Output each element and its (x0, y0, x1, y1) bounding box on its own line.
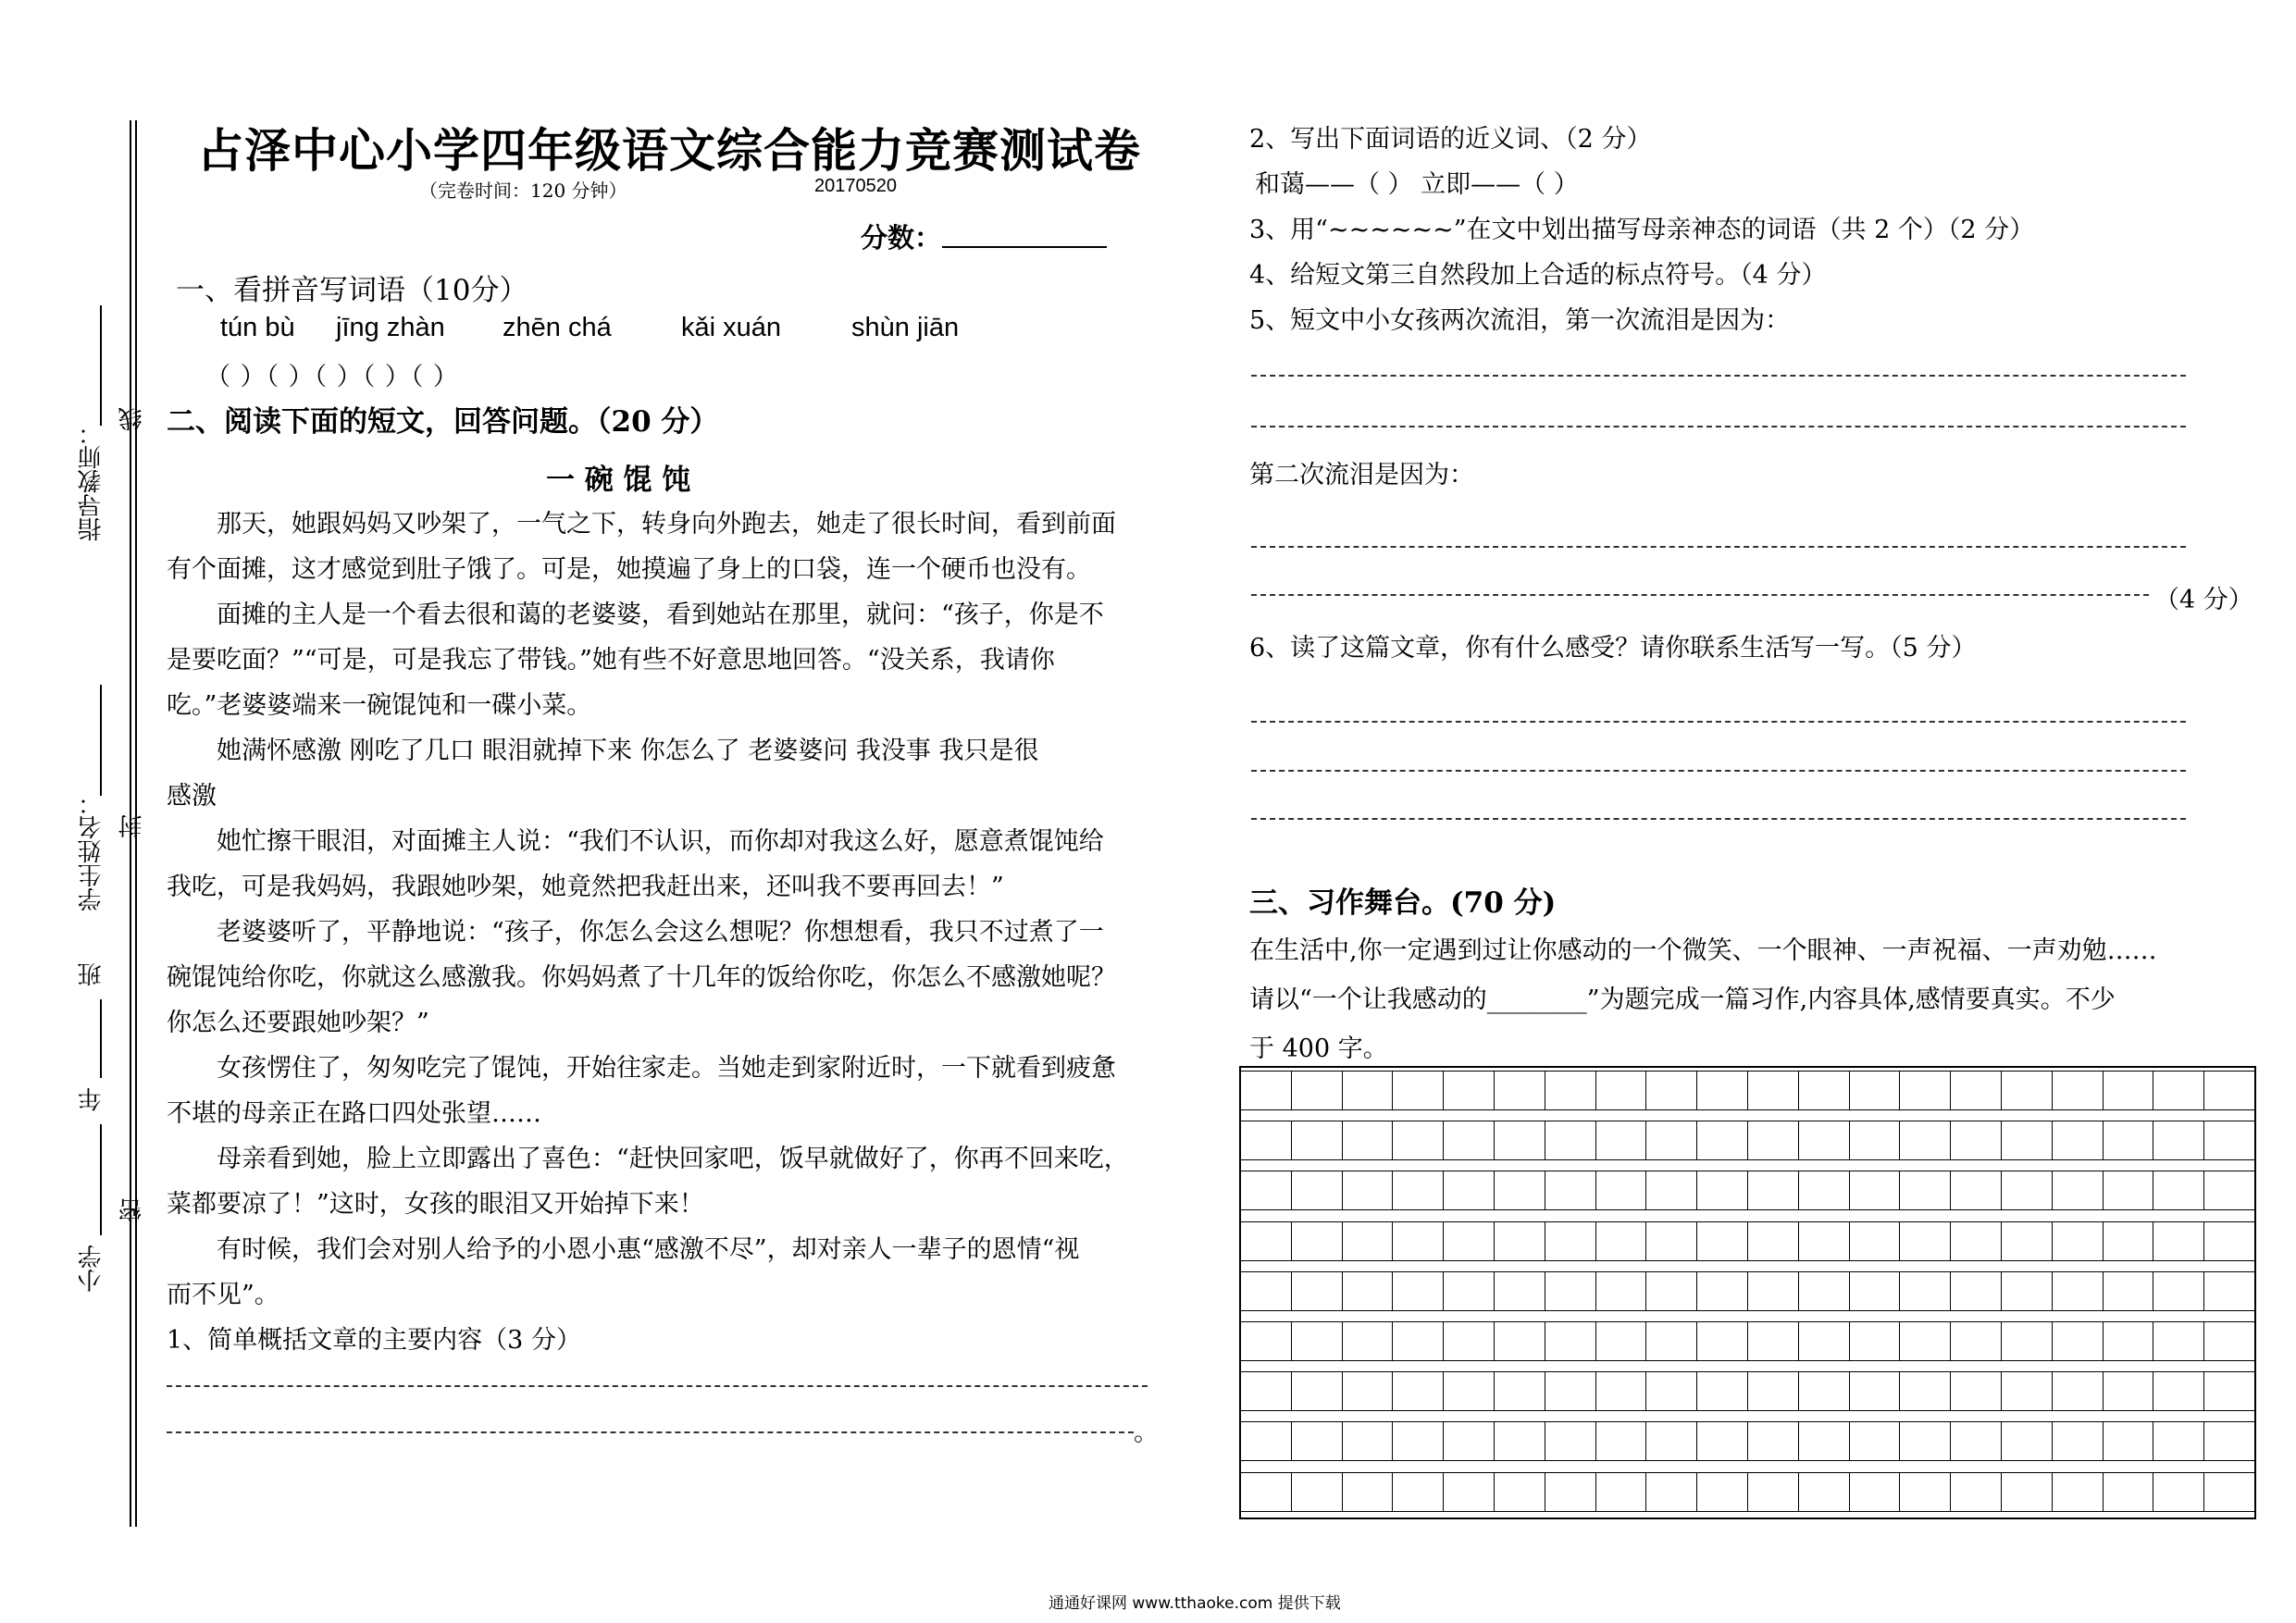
grid-cell[interactable] (2104, 1422, 2154, 1460)
grid-cell[interactable] (1799, 1372, 1850, 1410)
q5-answer-line-2[interactable] (1251, 426, 2186, 427)
grid-cell[interactable] (1444, 1473, 1495, 1511)
grid-cell[interactable] (1596, 1272, 1647, 1310)
grid-cell[interactable] (1799, 1322, 1850, 1360)
grid-row (1241, 1221, 2254, 1261)
grid-cell[interactable] (1343, 1372, 1394, 1410)
grid-cell[interactable] (2153, 1322, 2204, 1360)
story-text (167, 502, 1175, 1363)
grid-cell[interactable] (1951, 1473, 2002, 1511)
pinyin-5: shùn jiān (851, 313, 960, 342)
grid-cell[interactable] (1545, 1322, 1596, 1360)
grid-cell[interactable] (2153, 1372, 2204, 1410)
grid-cell[interactable] (1444, 1322, 1495, 1360)
grid-cell[interactable] (2002, 1322, 2053, 1360)
grid-cell[interactable] (1951, 1121, 2002, 1159)
grid-cell[interactable] (1292, 1322, 1343, 1360)
grid-cell[interactable] (1951, 1422, 2002, 1460)
grid-cell[interactable] (1292, 1121, 1343, 1159)
grid-cell[interactable] (1393, 1372, 1444, 1410)
story-line: 吃。”老婆婆端来一碗馄饨和一碟小菜。 (167, 691, 592, 720)
grid-cell[interactable] (1799, 1473, 1850, 1511)
mi-char: 密 (118, 1198, 146, 1222)
grid-cell[interactable] (1444, 1072, 1495, 1109)
grid-cell[interactable] (2002, 1372, 2053, 1410)
grid-cell[interactable] (1646, 1222, 1697, 1260)
grid-cell[interactable] (1951, 1171, 2002, 1209)
question-2: 2、写出下面词语的近义词、（2 分） (1249, 125, 1652, 154)
grid-row (1241, 1071, 2254, 1110)
grid-cell[interactable] (1646, 1272, 1697, 1310)
grid-cell[interactable] (1646, 1121, 1697, 1159)
q6-answer-line-1[interactable] (1251, 721, 2186, 723)
pinyin-3: zhēn chá (503, 313, 612, 342)
grid-cell[interactable] (2153, 1121, 2204, 1159)
teacher-underline (100, 305, 102, 426)
grid-row (1241, 1472, 2254, 1512)
q1-end-mark: 。 (1134, 1419, 1159, 1447)
grid-cell[interactable] (1292, 1222, 1343, 1260)
grid-cell[interactable] (1850, 1473, 1901, 1511)
grid-cell[interactable] (2204, 1473, 2254, 1511)
grid-row (1241, 1171, 2254, 1210)
grid-cell[interactable] (1900, 1322, 1951, 1360)
story-title: 一 碗 馄 饨 (546, 464, 691, 497)
grid-cell[interactable] (1951, 1072, 2002, 1109)
q5-answer-line-3[interactable] (1251, 546, 2186, 548)
grid-cell[interactable] (1241, 1222, 1292, 1260)
q5-answer-line-1[interactable] (1251, 375, 2186, 377)
section1-heading: 一、看拼音写词语（10分） (176, 274, 528, 307)
grid-cell[interactable] (1697, 1171, 1748, 1209)
class-underline (100, 999, 102, 1078)
grid-cell[interactable] (1545, 1422, 1596, 1460)
grid-cell[interactable] (1343, 1222, 1394, 1260)
grid-cell[interactable] (1596, 1422, 1647, 1460)
grid-cell[interactable] (1343, 1473, 1394, 1511)
grid-cell[interactable] (1748, 1171, 1799, 1209)
grid-cell[interactable] (2002, 1121, 2053, 1159)
grade-underline (100, 1124, 102, 1235)
grid-cell[interactable] (1241, 1372, 1292, 1410)
grid-cell[interactable] (2053, 1473, 2104, 1511)
grid-cell[interactable] (1393, 1222, 1444, 1260)
story-line: 她满怀感激 刚吃了几口 眼泪就掉下来 你怎么了 老婆婆问 我没事 我只是很 (167, 737, 1039, 765)
grid-cell[interactable] (1697, 1272, 1748, 1310)
section2-heading: 二、阅读下面的短文，回答问题。（20 分） (167, 405, 719, 439)
grid-cell[interactable] (2153, 1272, 2204, 1310)
section3-prompt-line-2: 请以“一个让我感动的________”为题完成一篇习作,内容具体,感情要真实。不少 (1249, 985, 2116, 1014)
grid-cell[interactable] (2053, 1171, 2104, 1209)
grid-cell[interactable] (1444, 1372, 1495, 1410)
grid-cell[interactable] (2104, 1272, 2154, 1310)
grid-cell[interactable] (2104, 1121, 2154, 1159)
grid-cell[interactable] (1393, 1322, 1444, 1360)
grid-cell[interactable] (1292, 1473, 1343, 1511)
grid-cell[interactable] (1495, 1072, 1545, 1109)
grid-cell[interactable] (1748, 1322, 1799, 1360)
pinyin-1: tún bù (220, 313, 295, 342)
grid-cell[interactable] (1646, 1422, 1697, 1460)
grid-cell[interactable] (1850, 1121, 1901, 1159)
grid-cell[interactable] (1748, 1422, 1799, 1460)
grid-cell[interactable] (2002, 1272, 2053, 1310)
grid-cell[interactable] (1748, 1072, 1799, 1109)
story-line: 你怎么还要跟她吵架？” (167, 1009, 429, 1037)
grid-cell[interactable] (1900, 1121, 1951, 1159)
grid-cell[interactable] (2204, 1272, 2254, 1310)
grid-row (1241, 1121, 2254, 1160)
grid-cell[interactable] (1596, 1171, 1647, 1209)
grid-cell[interactable] (2002, 1473, 2053, 1511)
student-name-label: 学生姓名： (78, 791, 105, 911)
grid-cell[interactable] (1900, 1171, 1951, 1209)
grid-cell[interactable] (1495, 1372, 1545, 1410)
grid-cell[interactable] (2002, 1171, 2053, 1209)
story-line: 面摊的主人是一个看去很和蔼的老婆婆，看到她站在那里，就问：“孩子，你是不 (167, 601, 1104, 629)
grid-cell[interactable] (1850, 1072, 1901, 1109)
grid-cell[interactable] (2153, 1422, 2204, 1460)
grid-cell[interactable] (1393, 1473, 1444, 1511)
grid-cell[interactable] (2053, 1072, 2104, 1109)
grid-cell[interactable] (2053, 1121, 2104, 1159)
grid-cell[interactable] (1596, 1072, 1647, 1109)
grid-cell[interactable] (1495, 1422, 1545, 1460)
grid-cell[interactable] (1697, 1473, 1748, 1511)
student-name-underline (100, 685, 102, 796)
grid-cell[interactable] (1495, 1473, 1545, 1511)
story-line: 母亲看到她，脸上立即露出了喜色：“赶快回家吧，饭早就做好了，你再不回来吃， (167, 1145, 1129, 1173)
question-6: 6、读了这篇文章，你有什么感受？请你联系生活写一写。（5 分） (1249, 634, 1977, 663)
grid-cell[interactable] (1951, 1372, 2002, 1410)
grid-cell[interactable] (1596, 1322, 1647, 1360)
grid-cell[interactable] (1951, 1222, 2002, 1260)
grid-cell[interactable] (1292, 1372, 1343, 1410)
grid-cell[interactable] (1799, 1072, 1850, 1109)
grid-cell[interactable] (1393, 1272, 1444, 1310)
story-line: 那天，她跟妈妈又吵架了，一气之下，转身向外跑去，她走了很长时间，看到前面 (167, 510, 1116, 539)
grid-cell[interactable] (2104, 1072, 2154, 1109)
grid-cell[interactable] (2204, 1222, 2254, 1260)
seal-char: 封 (118, 814, 146, 838)
grid-cell[interactable] (2053, 1272, 2104, 1310)
question-5-score: （4 分） (2154, 586, 2253, 614)
grid-cell[interactable] (2204, 1372, 2254, 1410)
grid-cell[interactable] (1900, 1272, 1951, 1310)
grid-cell[interactable] (1241, 1121, 1292, 1159)
grid-row (1241, 1371, 2254, 1411)
grid-cell[interactable] (1646, 1171, 1697, 1209)
story-line: 是要吃面？”“可是，可是我忘了带钱。”她有些不好意思地回答。“没关系，我请你 (167, 646, 1055, 675)
grid-cell[interactable] (1495, 1222, 1545, 1260)
grid-cell[interactable] (1241, 1473, 1292, 1511)
q1-answer-line-1[interactable] (167, 1385, 1148, 1387)
grid-cell[interactable] (2153, 1473, 2204, 1511)
grid-cell[interactable] (1596, 1121, 1647, 1159)
pinyin-2: jīng zhàn (336, 313, 445, 342)
grid-cell[interactable] (1343, 1121, 1394, 1159)
story-line: 有个面摊，这才感觉到肚子饿了。可是，她摸遍了身上的口袋，连一个硬币也没有。 (167, 555, 1091, 584)
grid-cell[interactable] (2053, 1322, 2104, 1360)
grid-cell[interactable] (1850, 1222, 1901, 1260)
grid-cell[interactable] (1292, 1171, 1343, 1209)
grid-cell[interactable] (1393, 1171, 1444, 1209)
story-line: 不堪的母亲正在路口四处张望…… (167, 1099, 541, 1128)
grid-cell[interactable] (1292, 1272, 1343, 1310)
story-line: 碗馄饨给你吃，你就这么感激我。你妈妈煮了十几年的饭给你吃，你怎么不感激她呢？ (167, 963, 1116, 992)
grid-cell[interactable] (2204, 1422, 2254, 1460)
grid-cell[interactable] (2153, 1222, 2204, 1260)
grid-cell[interactable] (1343, 1322, 1394, 1360)
question-3: 3、用“~~~~~~”在文中划出描写母亲神态的词语（共 2 个）（2 分） (1249, 216, 2035, 244)
question-2-words[interactable]: 和蔼——（ ） 立即——（ ） (1255, 170, 1579, 199)
grid-cell[interactable] (1850, 1422, 1901, 1460)
story-line: 女孩愣住了，匆匆吃完了馄饨，开始往家走。当她走到家附近时，一下就看到疲惫 (167, 1054, 1116, 1083)
grid-cell[interactable] (1900, 1473, 1951, 1511)
grid-cell[interactable] (1596, 1222, 1647, 1260)
grid-cell[interactable] (1951, 1272, 2002, 1310)
grid-cell[interactable] (1748, 1222, 1799, 1260)
grid-cell[interactable] (1799, 1222, 1850, 1260)
grid-cell[interactable] (2104, 1473, 2154, 1511)
grid-cell[interactable] (2104, 1372, 2154, 1410)
grid-cell[interactable] (1292, 1072, 1343, 1109)
question-1: 1、简单概括文章的主要内容（3 分） (167, 1326, 581, 1355)
page-title: 占泽中心小学四年级语文综合能力竞赛测试卷 (197, 123, 1141, 178)
story-line: 她忙擦干眼泪，对面摊主人说：“我们不认识，而你却对我这么好，愿意煮馄饨给 (167, 827, 1104, 856)
grid-cell[interactable] (2153, 1171, 2204, 1209)
grid-cell[interactable] (1444, 1222, 1495, 1260)
composition-grid[interactable] (1239, 1066, 2256, 1519)
q5-answer-line-4[interactable] (1251, 594, 2149, 596)
grid-cell[interactable] (1545, 1222, 1596, 1260)
grid-cell[interactable] (1241, 1272, 1292, 1310)
grid-cell[interactable] (1343, 1272, 1394, 1310)
grid-cell[interactable] (1596, 1473, 1647, 1511)
grade-label: 年 (78, 1087, 105, 1111)
grid-cell[interactable] (1444, 1272, 1495, 1310)
grid-cell[interactable] (1646, 1322, 1697, 1360)
grid-cell[interactable] (1900, 1372, 1951, 1410)
grid-cell[interactable] (1850, 1322, 1901, 1360)
grid-cell[interactable] (1900, 1072, 1951, 1109)
grid-cell[interactable] (1393, 1072, 1444, 1109)
story-line: 而不见”。 (167, 1281, 279, 1309)
grid-cell[interactable] (2204, 1322, 2254, 1360)
grid-cell[interactable] (1495, 1322, 1545, 1360)
footer-source: 通通好课网 www.tthaoke.com 提供下载 (1049, 1594, 1341, 1613)
grid-cell[interactable] (2053, 1222, 2104, 1260)
section3-heading: 三、习作舞台。(70 分) (1249, 886, 1557, 920)
grid-cell[interactable] (1343, 1072, 1394, 1109)
grid-cell[interactable] (1951, 1322, 2002, 1360)
grid-cell[interactable] (1241, 1072, 1292, 1109)
grid-cell[interactable] (1850, 1372, 1901, 1410)
grid-cell[interactable] (2204, 1171, 2254, 1209)
grid-cell[interactable] (2053, 1422, 2104, 1460)
grid-cell[interactable] (1697, 1372, 1748, 1410)
grid-cell[interactable] (1545, 1272, 1596, 1310)
grid-cell[interactable] (1799, 1272, 1850, 1310)
grid-cell[interactable] (1241, 1422, 1292, 1460)
grid-cell[interactable] (1850, 1171, 1901, 1209)
grid-cell[interactable] (1545, 1121, 1596, 1159)
grid-cell[interactable] (1495, 1171, 1545, 1209)
grid-cell[interactable] (1646, 1372, 1697, 1410)
section3-prompt-line-1: 在生活中,你一定遇到过让你感动的一个微笑、一个眼神、一声祝福、一声劝勉…… (1249, 936, 2157, 965)
grid-cell[interactable] (2104, 1171, 2154, 1209)
question-5: 5、短文中小女孩两次流泪，第一次流泪是因为： (1249, 306, 1791, 335)
grid-cell[interactable] (2153, 1072, 2204, 1109)
grid-row (1241, 1271, 2254, 1311)
grid-cell[interactable] (1343, 1171, 1394, 1209)
story-line: 菜都要凉了！”这时，女孩的眼泪又开始掉下来！ (167, 1190, 704, 1219)
grid-cell[interactable] (2204, 1072, 2254, 1109)
exam-date: 20170520 (814, 176, 897, 196)
grid-cell[interactable] (1697, 1121, 1748, 1159)
grid-cell[interactable] (1444, 1121, 1495, 1159)
grid-cell[interactable] (2104, 1222, 2154, 1260)
grid-cell[interactable] (1241, 1171, 1292, 1209)
grid-row (1241, 1421, 2254, 1461)
line-char: 线 (118, 407, 146, 431)
grid-cell[interactable] (1900, 1222, 1951, 1260)
grid-cell[interactable] (1646, 1473, 1697, 1511)
grid-cell[interactable] (1697, 1222, 1748, 1260)
section3-prompt-line-3: 于 400 字。 (1249, 1035, 1388, 1063)
grid-cell[interactable] (1292, 1422, 1343, 1460)
question-4: 4、给短文第三自然段加上合适的标点符号。（4 分） (1249, 261, 1827, 290)
grid-cell[interactable] (1646, 1072, 1697, 1109)
grid-cell[interactable] (1393, 1422, 1444, 1460)
grid-cell[interactable] (1495, 1121, 1545, 1159)
grid-cell[interactable] (1748, 1272, 1799, 1310)
grid-cell[interactable] (1444, 1422, 1495, 1460)
grid-cell[interactable] (2204, 1121, 2254, 1159)
grid-cell[interactable] (1697, 1072, 1748, 1109)
q1-answer-line-2[interactable] (167, 1431, 1134, 1433)
grid-cell[interactable] (1900, 1422, 1951, 1460)
grid-cell[interactable] (1495, 1272, 1545, 1310)
grid-cell[interactable] (1799, 1121, 1850, 1159)
grid-cell[interactable] (2053, 1372, 2104, 1410)
grid-cell[interactable] (1596, 1372, 1647, 1410)
grid-cell[interactable] (1545, 1171, 1596, 1209)
story-line: 有时候，我们会对别人给予的小恩小惠“感激不尽”，却对亲人一辈子的恩情“视 (167, 1235, 1080, 1264)
grid-cell[interactable] (1444, 1171, 1495, 1209)
school-label: 小学 (78, 1245, 105, 1293)
grid-cell[interactable] (1799, 1171, 1850, 1209)
q6-answer-line-2[interactable] (1251, 770, 2186, 772)
pinyin-answer-brackets[interactable]: （ ）（ ）（ ）（ ）（ ） (205, 363, 459, 391)
grid-cell[interactable] (1241, 1322, 1292, 1360)
grid-cell[interactable] (1799, 1422, 1850, 1460)
class-label: 班 (78, 962, 105, 986)
grid-cell[interactable] (1393, 1121, 1444, 1159)
teacher-label: 指导教师： (78, 421, 105, 541)
grid-cell[interactable] (1748, 1473, 1799, 1511)
grid-cell[interactable] (1343, 1422, 1394, 1460)
pinyin-4: kǎi xuán (681, 313, 782, 342)
score-label: 分数： (861, 222, 942, 254)
grid-cell[interactable] (1545, 1473, 1596, 1511)
grid-row (1241, 1321, 2254, 1361)
grid-cell[interactable] (2002, 1422, 2053, 1460)
q6-answer-line-3[interactable] (1251, 818, 2186, 820)
score-field[interactable] (942, 246, 1107, 248)
story-line: 感激 (167, 782, 217, 811)
grid-cell[interactable] (1545, 1072, 1596, 1109)
grid-cell[interactable] (2002, 1222, 2053, 1260)
grid-cell[interactable] (2104, 1322, 2154, 1360)
grid-cell[interactable] (2002, 1072, 2053, 1109)
question-5-second: 第二次流泪是因为： (1249, 461, 1474, 489)
grid-cell[interactable] (1697, 1422, 1748, 1460)
grid-cell[interactable] (1748, 1121, 1799, 1159)
grid-cell[interactable] (1850, 1272, 1901, 1310)
grid-cell[interactable] (1545, 1372, 1596, 1410)
time-note: （完卷时间：120 分钟） (419, 180, 627, 202)
story-line: 我吃，可是我妈妈，我跟她吵架，她竟然把我赶出来，还叫我不要再回去！” (167, 873, 1004, 901)
story-line: 老婆婆听了，平静地说：“孩子，你怎么会这么想呢？你想想看，我只不过煮了一 (167, 918, 1104, 947)
grid-cell[interactable] (1697, 1322, 1748, 1360)
grid-cell[interactable] (1748, 1372, 1799, 1410)
